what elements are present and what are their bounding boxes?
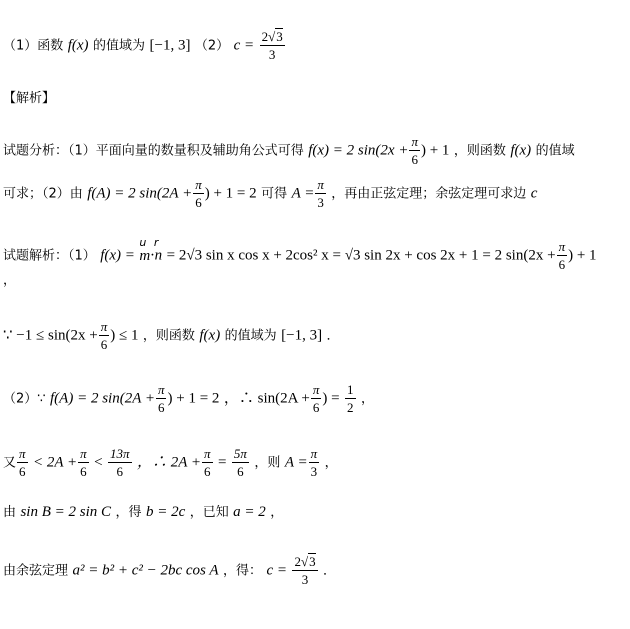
solution-cosine-line (3, 555, 336, 586)
analysis-plus1: ) + 1 (420, 142, 450, 159)
eq-sign: = (217, 454, 227, 471)
because-text: ，则函数 (142, 328, 195, 344)
pi: π (100, 319, 108, 334)
pi-over-3 (315, 178, 326, 209)
six: 6 (80, 464, 87, 479)
five-pi: 5π (233, 446, 247, 461)
solution-comma: ， (3, 273, 17, 288)
six: 6 (116, 464, 124, 479)
function-fx: f(x) (67, 37, 89, 54)
answer-c-eq: c = (233, 37, 255, 54)
p2-label: （2）∵ (3, 391, 46, 407)
a-eq: a = 2 (233, 504, 266, 520)
pi: π (195, 177, 202, 192)
comma-3: ， (324, 455, 338, 471)
sqrt-arg: 3 (276, 29, 283, 44)
therefore-tail: ) = (322, 390, 340, 407)
comma-4: ， (270, 505, 284, 520)
vector-m (139, 235, 161, 265)
analysis-c: c (530, 185, 538, 202)
six: 6 (100, 337, 108, 352)
analysis-eq2: f(A) = 2 sin(2A + (87, 185, 193, 202)
six: 6 (195, 195, 202, 210)
pi: π (204, 446, 211, 461)
range-text: 的值域为 (224, 328, 277, 344)
six: 6 (411, 152, 418, 167)
solution-p2-line (3, 383, 374, 414)
sinB-eq: sin B = 2 sin C (20, 504, 112, 520)
result: ，得： (222, 563, 262, 579)
analysis-label: 试题分析：（1）平面向量的数量积及辅助角公式可得 (3, 143, 304, 159)
period: ． (326, 328, 340, 344)
get: ，得 (115, 505, 142, 520)
answer-range-text: 的值域为 (93, 38, 146, 54)
end-period: ． (323, 563, 337, 579)
answer-line (3, 30, 286, 61)
analysis-tail: ，则函数 (453, 143, 506, 159)
answer-c-fraction: $\frac{2√3}{3}$ (261, 29, 283, 62)
answer-range: [−1, 3] (149, 37, 191, 54)
solution-because-line (3, 320, 340, 351)
pi: π (411, 134, 418, 149)
you: 又 (3, 455, 17, 471)
six: 6 (19, 464, 26, 479)
A-eq-2: A = (284, 454, 308, 471)
analysis-tail2: 的值域 (535, 143, 575, 159)
pi: π (312, 382, 320, 397)
pi-over-6 (409, 135, 420, 166)
known: ，已知 (189, 505, 229, 520)
analysis-A-eq: A = (291, 185, 315, 202)
solution-ineq-line (3, 447, 338, 478)
sqrt-arg: 3 (309, 554, 316, 569)
frac-denominator: 3 (268, 47, 276, 62)
pi: π (19, 446, 26, 461)
one: 1 (347, 382, 354, 397)
analysis-tail3: ，再由正弦定理；余弦定理可求边 (331, 186, 527, 202)
cos-eq: a² = b² + c² − 2bc cos A (72, 562, 219, 579)
five-pi-over-6 (232, 447, 249, 478)
c-eq-final: c = (266, 562, 287, 579)
frac-numerator: 2 (294, 554, 301, 569)
pi: π (317, 177, 324, 192)
solution-sine-line (3, 503, 283, 522)
solution-label: 试题解析：（1） (3, 248, 96, 264)
six: 6 (237, 464, 244, 479)
pi-over-6-e (156, 383, 167, 414)
final-c-fraction: $\frac{2√3}{3}$ (294, 554, 316, 587)
answer-part2: （2） (194, 38, 230, 54)
pi: π (157, 382, 165, 397)
analysis-eq: f(x) = 2 sin(2x + (308, 142, 409, 159)
six: 6 (157, 400, 165, 415)
pi-over-6-c (557, 240, 568, 271)
pi: π (310, 446, 318, 461)
lt: < (94, 454, 103, 471)
frac-numerator: 2 (261, 29, 269, 44)
pi-over-6-b (193, 178, 204, 209)
two: 2 (347, 400, 354, 415)
vector-arrow-mark: u r (139, 235, 161, 249)
pi-over-3-b (309, 447, 320, 478)
one-half (345, 383, 356, 414)
solution-fx: f(x) = (100, 247, 135, 264)
thirteen-pi-over-6 (108, 447, 132, 478)
answer-part1: （1）函数 (3, 38, 64, 54)
thirteen-pi: 13π (110, 446, 130, 461)
comma-2: ， (360, 391, 374, 407)
pi: π (558, 239, 566, 254)
function-fx-2: f(x) (510, 142, 532, 159)
then-A: ，则 (254, 455, 281, 471)
analysis-mid: 可得 (261, 186, 288, 202)
three: 3 (310, 464, 318, 479)
because-expr: ∵ −1 ≤ sin(2x + (3, 327, 98, 344)
three: 3 (317, 195, 324, 210)
p2-eq-tail: ) + 1 = 2 (167, 390, 220, 407)
pi-over-6-h (78, 447, 89, 478)
six: 6 (312, 400, 320, 415)
solution-line-1: 试题解析：（1） f(x) = u r m·n = 2√3 sin x cos x + 2cos² x = √3 sin 2x + cos 2x + 1 = 2 sin(2x + $\frac{\pi}{6}$ ) + 1 (3, 235, 597, 272)
analysis-line-2 (3, 178, 537, 209)
function-fx-3: f(x) (199, 327, 221, 344)
section-title: 【解析】 (3, 91, 56, 106)
six: 6 (558, 257, 566, 272)
ineq-mid: < 2A + (32, 454, 78, 471)
analysis-line-1 (3, 135, 575, 166)
pi-over-6-d (99, 320, 110, 351)
b-eq: b = 2c (145, 504, 186, 520)
p2-eq: f(A) = 2 sin(2A + (50, 390, 155, 407)
analysis-line2-a: 可求；（2）由 (3, 186, 83, 202)
analysis-eq2-tail: ) + 1 = 2 (204, 185, 257, 202)
therefore-expr: ，∴ sin(2A + (223, 390, 310, 407)
by: 由 (3, 505, 17, 520)
pi-over-6-f (311, 383, 322, 414)
therefore2: ，∴ 2A + (136, 454, 201, 471)
cos-law: 由余弦定理 (3, 563, 69, 579)
solution-expr-tail: ) + 1 (568, 247, 597, 264)
solution-range: [−1, 3] (281, 327, 323, 344)
m: m (139, 247, 151, 264)
pi: π (80, 446, 87, 461)
vector-n: n (154, 247, 163, 264)
because-tail: ) ≤ 1 (110, 327, 139, 344)
six: 6 (204, 464, 211, 479)
solution-expr: = 2√3 sin x cos x + 2cos² x = √3 sin 2x + cos 2x + 1 = 2 sin(2x + (166, 247, 556, 264)
pi-over-6-i (202, 447, 213, 478)
frac-denominator: 3 (301, 572, 309, 587)
pi-over-6-g (17, 447, 28, 478)
